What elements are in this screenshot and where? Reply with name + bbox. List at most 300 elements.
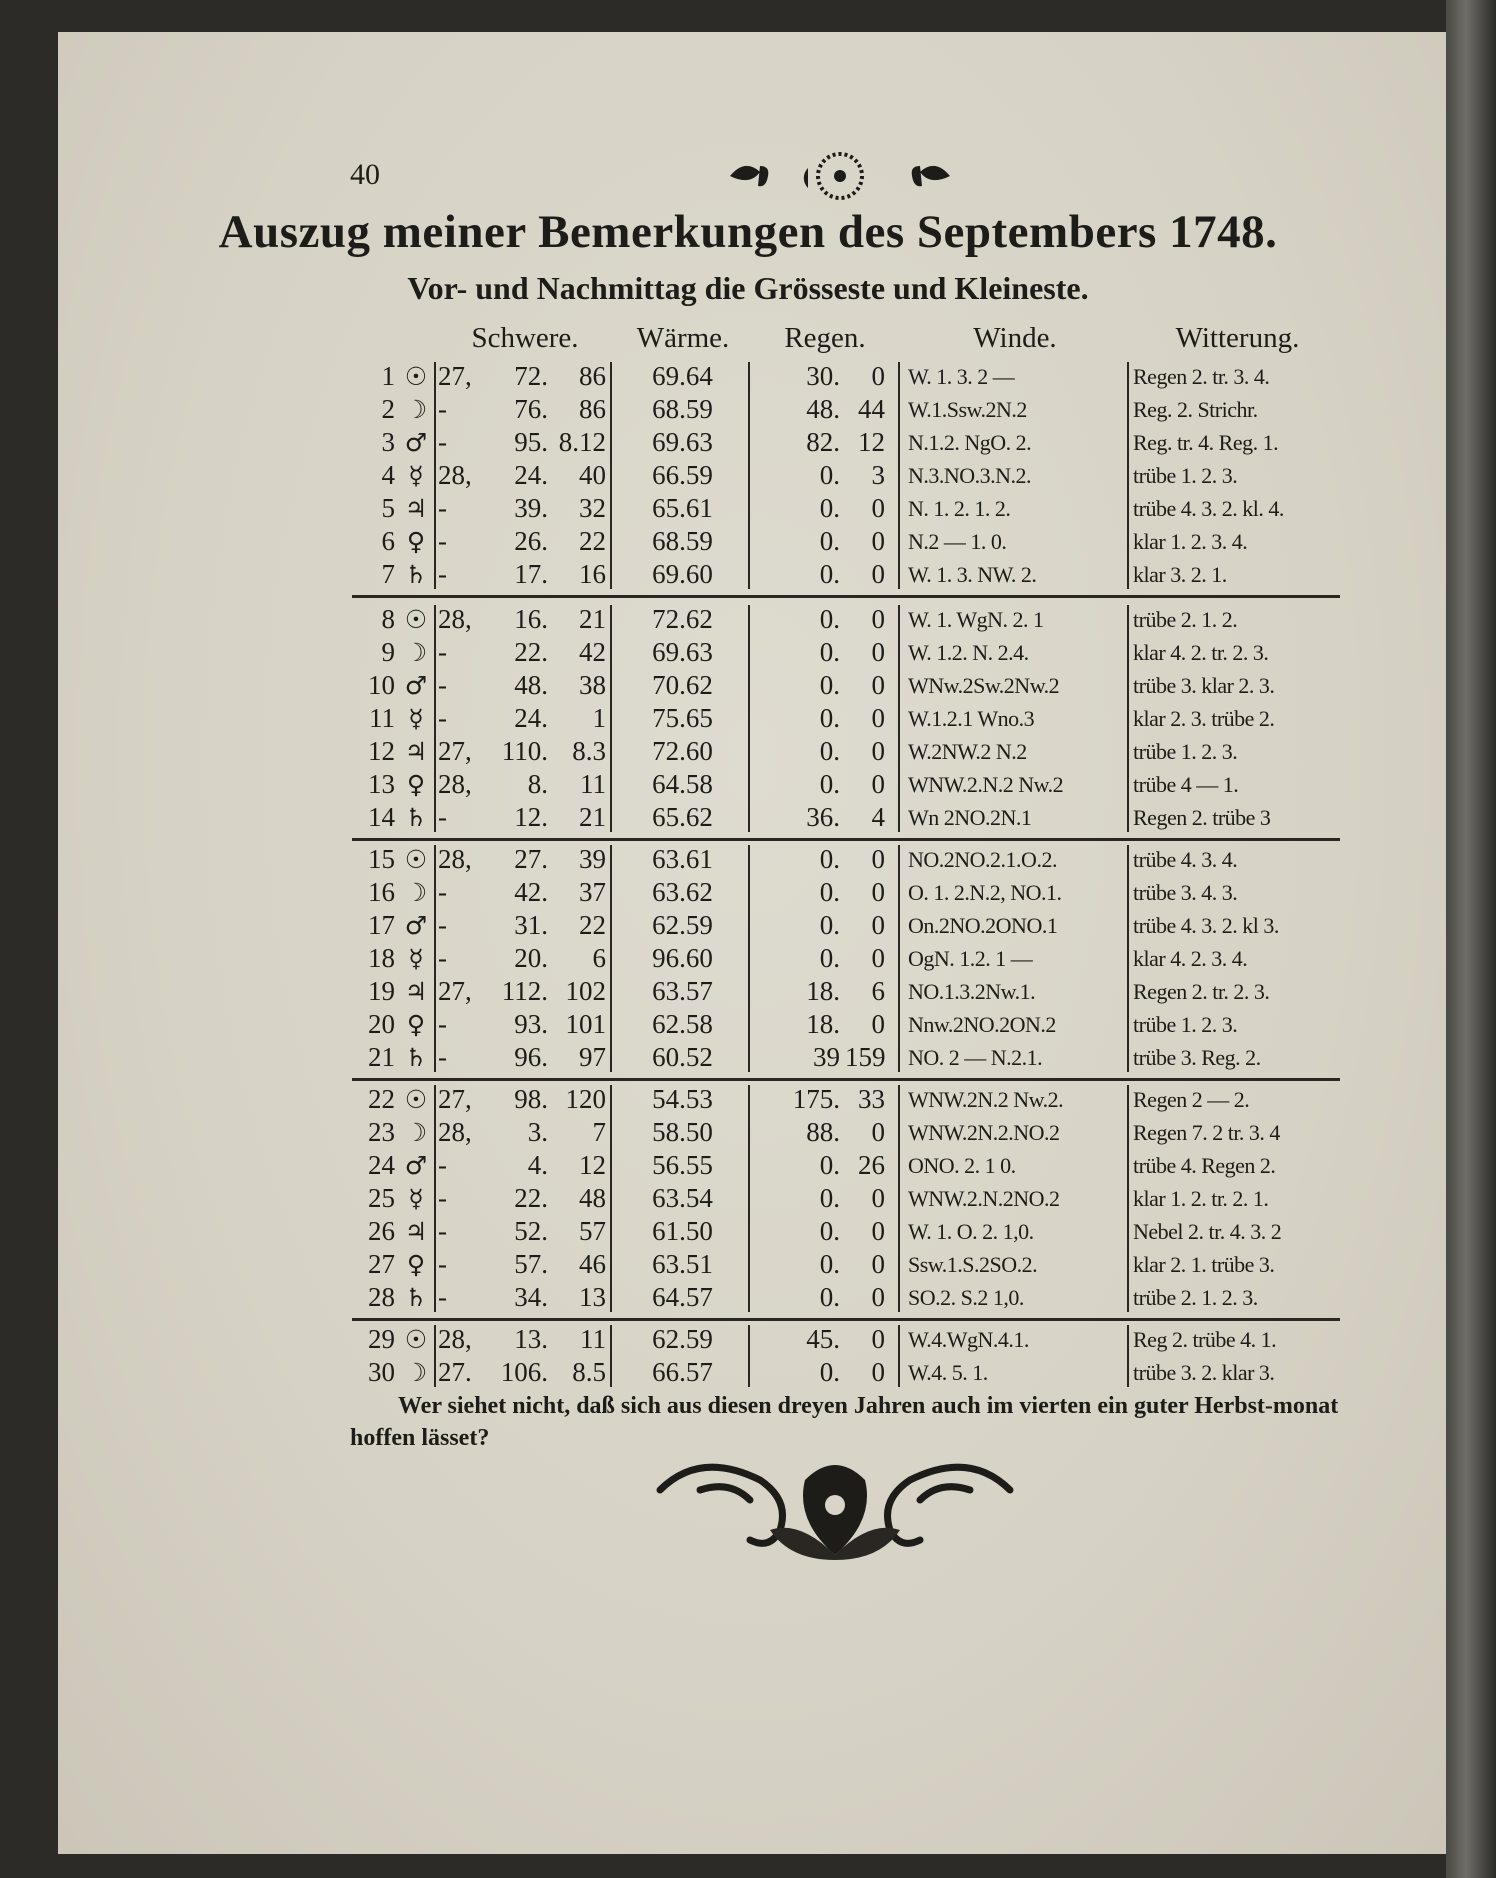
- rain-first-cell: 0.: [819, 877, 840, 907]
- pressure-lines-morning-cell: 95.: [514, 427, 548, 457]
- pressure-inches-cell: -: [438, 493, 447, 523]
- weekday-symbol-cell: ♄: [404, 1283, 428, 1312]
- rain-first-cell: 48.: [806, 394, 840, 424]
- temperature-cell: 63.61: [652, 844, 713, 874]
- column-divider: [434, 845, 436, 1072]
- pressure-lines-afternoon-cell: 12: [579, 1150, 606, 1180]
- pressure-lines-morning-cell: 24.: [514, 703, 548, 733]
- column-divider: [434, 605, 436, 832]
- pressure-lines-morning-cell: 76.: [514, 394, 548, 424]
- temperature-cell: 56.55: [652, 1150, 713, 1180]
- rain-first-cell: 0.: [819, 910, 840, 940]
- rain-second-cell: 33: [858, 1084, 885, 1114]
- group-divider: [352, 595, 1340, 598]
- pressure-lines-morning-cell: 22.: [514, 637, 548, 667]
- temperature-cell: 68.59: [652, 526, 713, 556]
- day-number-cell: 8: [381, 604, 395, 634]
- rain-second-cell: 0: [871, 844, 885, 874]
- rain-first-cell: 0.: [819, 769, 840, 799]
- pressure-inches-cell: -: [438, 1150, 447, 1180]
- pressure-lines-afternoon-cell: 42: [579, 637, 606, 667]
- rain-second-cell: 4: [871, 802, 885, 832]
- pressure-inches-cell: -: [438, 427, 447, 457]
- pressure-inches-cell: -: [438, 1216, 447, 1246]
- pressure-inches-cell: -: [438, 637, 447, 667]
- day-number-cell: 7: [381, 559, 395, 589]
- wind-cell: W.4. 5. 1.: [908, 1360, 988, 1385]
- rain-second-cell: 0: [871, 361, 885, 391]
- temperature-cell: 66.57: [652, 1357, 713, 1387]
- column-divider: [748, 1325, 750, 1387]
- rain-first-cell: 0.: [819, 1357, 840, 1387]
- rain-second-cell: 0: [871, 769, 885, 799]
- pressure-lines-morning-cell: 93.: [514, 1009, 548, 1039]
- wind-cell: NO.2NO.2.1.O.2.: [908, 847, 1057, 872]
- temperature-cell: 65.62: [652, 802, 713, 832]
- rain-second-cell: 0: [871, 637, 885, 667]
- pressure-lines-afternoon-cell: 101: [565, 1009, 606, 1039]
- pressure-lines-afternoon-cell: 97: [579, 1042, 606, 1072]
- weather-cell: trübe 2. 1. 2. 3.: [1133, 1285, 1258, 1310]
- pressure-lines-afternoon-cell: 57: [579, 1216, 606, 1246]
- rain-first-cell: 0.: [819, 703, 840, 733]
- temperature-cell: 58.50: [652, 1117, 713, 1147]
- weather-cell: klar 4. 2. 3. 4.: [1133, 946, 1248, 971]
- weather-cell: Reg 2. trübe 4. 1.: [1133, 1327, 1277, 1352]
- day-number-cell: 20: [368, 1009, 395, 1039]
- pressure-lines-morning-cell: 22.: [514, 1183, 548, 1213]
- pressure-inches-cell: 27,: [438, 736, 472, 766]
- weekday-symbol-cell: ♃: [404, 737, 428, 766]
- day-number-cell: 23: [368, 1117, 395, 1147]
- pressure-inches-cell: 28,: [438, 1324, 472, 1354]
- day-number-cell: 18: [368, 943, 395, 973]
- weather-cell: Regen 2 — 2.: [1133, 1087, 1250, 1112]
- pressure-lines-afternoon-cell: 7: [592, 1117, 606, 1147]
- weekday-symbol-cell: ♃: [404, 494, 428, 523]
- page-number: 40: [350, 158, 380, 191]
- wind-cell: W. 1. WgN. 2. 1: [908, 607, 1044, 632]
- group-divider: [352, 1078, 1340, 1081]
- rain-first-cell: 0.: [819, 844, 840, 874]
- pressure-inches-cell: 28,: [438, 604, 472, 634]
- pressure-inches-cell: -: [438, 1282, 447, 1312]
- pressure-lines-morning-cell: 13.: [514, 1324, 548, 1354]
- weather-cell: Regen 2. tr. 3. 4.: [1133, 364, 1270, 389]
- weather-cell: Regen 2. tr. 2. 3.: [1133, 979, 1270, 1004]
- temperature-cell: 54.53: [652, 1084, 713, 1114]
- pressure-lines-morning-cell: 39.: [514, 493, 548, 523]
- wind-cell: W.1.Ssw.2N.2: [908, 397, 1027, 422]
- pressure-inches-cell: 27,: [438, 361, 472, 391]
- pressure-lines-afternoon-cell: 11: [580, 1324, 606, 1354]
- rain-second-cell: 26: [858, 1150, 885, 1180]
- rain-second-cell: 159: [845, 1042, 886, 1072]
- rain-first-cell: 82.: [806, 427, 840, 457]
- day-number-cell: 26: [368, 1216, 395, 1246]
- rain-second-cell: 0: [871, 604, 885, 634]
- weather-cell: trübe 4. 3. 4.: [1133, 847, 1238, 872]
- weather-cell: trübe 2. 1. 2.: [1133, 607, 1238, 632]
- temperature-cell: 68.59: [652, 394, 713, 424]
- pressure-lines-morning-cell: 34.: [514, 1282, 548, 1312]
- wind-cell: ONO. 2. 1 0.: [908, 1153, 1016, 1178]
- weekday-symbol-cell: ☉: [404, 1325, 428, 1354]
- wind-cell: N.1.2. NgO. 2.: [908, 430, 1032, 455]
- day-number-cell: 6: [381, 526, 395, 556]
- header-witterung: Witterung.: [1175, 322, 1300, 354]
- pressure-lines-afternoon-cell: 38: [579, 670, 606, 700]
- weekday-symbol-cell: ♂: [404, 911, 428, 940]
- pressure-lines-afternoon-cell: 13: [579, 1282, 606, 1312]
- pressure-inches-cell: 27.: [438, 1357, 472, 1387]
- rain-second-cell: 0: [871, 493, 885, 523]
- pressure-inches-cell: -: [438, 559, 447, 589]
- pressure-lines-afternoon-cell: 16: [579, 559, 606, 589]
- wind-cell: W.2NW.2 N.2: [908, 739, 1027, 764]
- day-number-cell: 2: [381, 394, 395, 424]
- wind-cell: WNW.2N.2 Nw.2.: [908, 1087, 1064, 1112]
- day-number-cell: 1: [381, 361, 395, 391]
- rain-first-cell: 30.: [806, 361, 840, 391]
- weather-cell: klar 2. 1. trübe 3.: [1133, 1252, 1275, 1277]
- header-winde: Winde.: [973, 322, 1057, 354]
- pressure-lines-afternoon-cell: 22: [579, 910, 606, 940]
- pressure-lines-afternoon-cell: 1: [592, 703, 606, 733]
- weekday-symbol-cell: ☽: [404, 638, 428, 667]
- day-number-cell: 15: [368, 844, 395, 874]
- pressure-inches-cell: 28,: [438, 460, 472, 490]
- pressure-lines-afternoon-cell: 21: [579, 802, 606, 832]
- wind-cell: WNw.2Sw.2Nw.2: [908, 673, 1060, 698]
- weather-cell: trübe 3. 4. 3.: [1133, 880, 1238, 905]
- weekday-symbol-cell: ☿: [408, 1184, 424, 1213]
- column-divider: [748, 845, 750, 1072]
- temperature-cell: 72.60: [652, 736, 713, 766]
- temperature-cell: 60.52: [652, 1042, 713, 1072]
- weather-cell: trübe 1. 2. 3.: [1133, 1012, 1238, 1037]
- footer-note: Wer siehet nicht, daß sich aus diesen dreyen Jahren auch im vierten ein guter Herbst-monat hoffen lässet?: [350, 1393, 1339, 1451]
- rain-second-cell: 0: [871, 877, 885, 907]
- wind-cell: WNW.2.N.2 Nw.2: [908, 772, 1064, 797]
- page-subtitle: Vor- und Nachmittag die Grösseste und Kleineste.: [407, 270, 1089, 306]
- temperature-cell: 62.59: [652, 1324, 713, 1354]
- column-divider: [434, 362, 436, 589]
- temperature-cell: 72.62: [652, 604, 713, 634]
- rain-first-cell: 175.: [792, 1084, 840, 1114]
- pressure-lines-morning-cell: 31.: [514, 910, 548, 940]
- pressure-lines-morning-cell: 96.: [514, 1042, 548, 1072]
- temperature-cell: 66.59: [652, 460, 713, 490]
- day-number-cell: 22: [368, 1084, 395, 1114]
- pressure-inches-cell: -: [438, 1183, 447, 1213]
- pressure-lines-morning-cell: 72.: [514, 361, 548, 391]
- column-divider: [1127, 605, 1129, 832]
- weather-cell: klar 1. 2. tr. 2. 1.: [1133, 1186, 1269, 1211]
- rain-second-cell: 3: [871, 460, 885, 490]
- weekday-symbol-cell: ♂: [404, 671, 428, 700]
- wind-cell: OgN. 1.2. 1 —: [908, 946, 1033, 971]
- wind-cell: N.3.NO.3.N.2.: [908, 463, 1032, 488]
- temperature-cell: 75.65: [652, 703, 713, 733]
- temperature-cell: 69.63: [652, 427, 713, 457]
- temperature-cell: 62.59: [652, 910, 713, 940]
- pressure-inches-cell: 27,: [438, 1084, 472, 1114]
- rain-second-cell: 0: [871, 1357, 885, 1387]
- pressure-lines-afternoon-cell: 46: [579, 1249, 606, 1279]
- pressure-lines-afternoon-cell: 11: [580, 769, 606, 799]
- column-divider: [748, 1085, 750, 1312]
- temperature-cell: 63.51: [652, 1249, 713, 1279]
- column-divider: [610, 605, 612, 832]
- weekday-symbol-cell: ♀: [406, 1010, 426, 1039]
- rain-second-cell: 0: [871, 1117, 885, 1147]
- weather-cell: Nebel 2. tr. 4. 3. 2: [1133, 1219, 1282, 1244]
- column-divider: [898, 1325, 900, 1387]
- rain-first-cell: 0.: [819, 604, 840, 634]
- column-divider: [610, 1085, 612, 1312]
- rain-second-cell: 0: [871, 1216, 885, 1246]
- rain-second-cell: 44: [858, 394, 885, 424]
- day-number-cell: 19: [368, 976, 395, 1006]
- rain-first-cell: 0.: [819, 493, 840, 523]
- wind-cell: O. 1. 2.N.2, NO.1.: [908, 880, 1062, 905]
- pressure-inches-cell: -: [438, 1009, 447, 1039]
- pressure-lines-afternoon-cell: 21: [579, 604, 606, 634]
- pressure-lines-afternoon-cell: 39: [579, 844, 606, 874]
- rain-first-cell: 0.: [819, 637, 840, 667]
- weekday-symbol-cell: ♃: [404, 1217, 428, 1246]
- rain-first-cell: 39: [813, 1042, 840, 1072]
- rain-first-cell: 0.: [819, 943, 840, 973]
- header-waerme: Wärme.: [636, 322, 730, 354]
- weather-cell: trübe 4. 3. 2. kl. 4.: [1133, 496, 1284, 521]
- pressure-inches-cell: 28,: [438, 844, 472, 874]
- day-number-cell: 13: [368, 769, 395, 799]
- pressure-lines-afternoon-cell: 86: [579, 394, 606, 424]
- tailpiece-ornament-icon: [640, 1450, 1030, 1560]
- day-number-cell: 16: [368, 877, 395, 907]
- weekday-symbol-cell: ☿: [408, 944, 424, 973]
- temperature-cell: 70.62: [652, 670, 713, 700]
- rain-second-cell: 12: [858, 427, 885, 457]
- header-ornament-icon: [720, 148, 960, 204]
- pressure-inches-cell: -: [438, 1249, 447, 1279]
- day-number-cell: 30: [368, 1357, 395, 1387]
- pressure-inches-cell: 28,: [438, 1117, 472, 1147]
- day-number-cell: 12: [368, 736, 395, 766]
- day-number-cell: 4: [381, 460, 395, 490]
- page-title: Auszug meiner Bemerkungen des Septembers 1748.: [218, 206, 1278, 258]
- weather-cell: Reg. tr. 4. Reg. 1.: [1133, 430, 1279, 455]
- column-divider: [1127, 1325, 1129, 1387]
- pressure-inches-cell: -: [438, 670, 447, 700]
- wind-cell: N. 1. 2. 1. 2.: [908, 496, 1011, 521]
- weekday-symbol-cell: ♄: [404, 803, 428, 832]
- temperature-cell: 65.61: [652, 493, 713, 523]
- weekday-symbol-cell: ♀: [406, 1250, 426, 1279]
- column-divider: [898, 362, 900, 589]
- day-number-cell: 9: [381, 637, 395, 667]
- weekday-symbol-cell: ☉: [404, 1085, 428, 1114]
- pressure-lines-morning-cell: 12.: [514, 802, 548, 832]
- rain-second-cell: 0: [871, 1324, 885, 1354]
- pressure-lines-afternoon-cell: 6: [592, 943, 606, 973]
- weather-cell: klar 2. 3. trübe 2.: [1133, 706, 1275, 731]
- pressure-lines-morning-cell: 42.: [514, 877, 548, 907]
- pressure-lines-morning-cell: 4.: [527, 1150, 548, 1180]
- rain-second-cell: 0: [871, 1282, 885, 1312]
- column-divider: [1127, 845, 1129, 1072]
- weather-cell: trübe 3. klar 2. 3.: [1133, 673, 1275, 698]
- day-number-cell: 27: [368, 1249, 395, 1279]
- rain-second-cell: 0: [871, 703, 885, 733]
- column-divider: [748, 362, 750, 589]
- group-divider: [352, 838, 1340, 841]
- pressure-lines-morning-cell: 24.: [514, 460, 548, 490]
- weekday-symbol-cell: ☉: [404, 605, 428, 634]
- rain-first-cell: 36.: [806, 802, 840, 832]
- header-schwere: Schwere.: [471, 322, 579, 354]
- rain-second-cell: 6: [871, 976, 885, 1006]
- rain-second-cell: 0: [871, 736, 885, 766]
- day-number-cell: 10: [368, 670, 395, 700]
- weather-cell: Regen 2. trübe 3: [1133, 805, 1271, 830]
- weekday-symbol-cell: ♀: [406, 527, 426, 556]
- weather-cell: trübe 1. 2. 3.: [1133, 739, 1238, 764]
- pressure-inches-cell: -: [438, 526, 447, 556]
- pressure-lines-afternoon-cell: 102: [565, 976, 606, 1006]
- pressure-lines-afternoon-cell: 8.12: [558, 427, 606, 457]
- pressure-lines-morning-cell: 20.: [514, 943, 548, 973]
- rain-first-cell: 18.: [806, 976, 840, 1006]
- pressure-lines-morning-cell: 106.: [500, 1357, 548, 1387]
- weather-cell: trübe 1. 2. 3.: [1133, 463, 1238, 488]
- weather-cell: trübe 3. 2. klar 3.: [1133, 1360, 1275, 1385]
- pressure-lines-afternoon-cell: 8.5: [572, 1357, 606, 1387]
- column-divider: [898, 605, 900, 832]
- weather-cell: Reg. 2. Strichr.: [1133, 397, 1258, 422]
- rain-first-cell: 0.: [819, 1183, 840, 1213]
- rain-first-cell: 0.: [819, 1249, 840, 1279]
- rain-first-cell: 0.: [819, 460, 840, 490]
- pressure-inches-cell: -: [438, 394, 447, 424]
- wind-cell: N.2 — 1. 0.: [908, 529, 1007, 554]
- wind-cell: W.1.2.1 Wno.3: [908, 706, 1035, 731]
- day-number-cell: 28: [368, 1282, 395, 1312]
- column-divider: [898, 1085, 900, 1312]
- weekday-symbol-cell: ☿: [408, 704, 424, 733]
- day-number-cell: 21: [368, 1042, 395, 1072]
- temperature-cell: 62.58: [652, 1009, 713, 1039]
- weather-cell: Regen 7. 2 tr. 3. 4: [1133, 1120, 1280, 1145]
- weekday-symbol-cell: ♂: [404, 428, 428, 457]
- column-divider: [434, 1325, 436, 1387]
- weekday-symbol-cell: ♃: [404, 977, 428, 1006]
- pressure-lines-afternoon-cell: 32: [579, 493, 606, 523]
- wind-cell: Wn 2NO.2N.1: [908, 805, 1032, 830]
- wind-cell: NO.1.3.2Nw.1.: [908, 979, 1036, 1004]
- pressure-lines-morning-cell: 26.: [514, 526, 548, 556]
- pressure-lines-morning-cell: 16.: [514, 604, 548, 634]
- pressure-lines-morning-cell: 57.: [514, 1249, 548, 1279]
- temperature-cell: 63.62: [652, 877, 713, 907]
- pressure-lines-afternoon-cell: 120: [565, 1084, 606, 1114]
- day-number-cell: 11: [369, 703, 395, 733]
- pressure-lines-morning-cell: 112.: [501, 976, 548, 1006]
- rain-first-cell: 18.: [806, 1009, 840, 1039]
- day-number-cell: 5: [381, 493, 395, 523]
- pressure-inches-cell: -: [438, 943, 447, 973]
- rain-first-cell: 88.: [806, 1117, 840, 1147]
- wind-cell: WNW.2N.2.NO.2: [908, 1120, 1060, 1145]
- pressure-lines-morning-cell: 110.: [501, 736, 548, 766]
- temperature-cell: 61.50: [652, 1216, 713, 1246]
- weekday-symbol-cell: ☽: [404, 878, 428, 907]
- weather-cell: trübe 4. 3. 2. kl 3.: [1133, 913, 1279, 938]
- rain-first-cell: 0.: [819, 1150, 840, 1180]
- weather-cell: trübe 3. Reg. 2.: [1133, 1045, 1261, 1070]
- temperature-cell: 69.63: [652, 637, 713, 667]
- rain-second-cell: 0: [871, 1249, 885, 1279]
- pressure-lines-afternoon-cell: 48: [579, 1183, 606, 1213]
- pressure-lines-afternoon-cell: 86: [579, 361, 606, 391]
- wind-cell: W. 1. 3. NW. 2.: [908, 562, 1037, 587]
- weekday-symbol-cell: ☽: [404, 1118, 428, 1147]
- weather-cell: klar 4. 2. tr. 2. 3.: [1133, 640, 1269, 665]
- pressure-lines-afternoon-cell: 40: [579, 460, 606, 490]
- day-number-cell: 14: [368, 802, 395, 832]
- rain-first-cell: 0.: [819, 526, 840, 556]
- column-divider: [434, 1085, 436, 1312]
- wind-cell: Nnw.2NO.2ON.2: [908, 1012, 1056, 1037]
- pressure-lines-afternoon-cell: 22: [579, 526, 606, 556]
- weather-cell: klar 3. 2. 1.: [1133, 562, 1227, 587]
- rain-second-cell: 0: [871, 670, 885, 700]
- rain-second-cell: 0: [871, 910, 885, 940]
- pressure-lines-morning-cell: 52.: [514, 1216, 548, 1246]
- weekday-symbol-cell: ☽: [404, 395, 428, 424]
- weekday-symbol-cell: ☉: [404, 362, 428, 391]
- wind-cell: NO. 2 — N.2.1.: [908, 1045, 1043, 1070]
- temperature-cell: 63.54: [652, 1183, 713, 1213]
- weather-cell: klar 1. 2. 3. 4.: [1133, 529, 1248, 554]
- weekday-symbol-cell: ☽: [404, 1358, 428, 1387]
- column-divider: [748, 605, 750, 832]
- pressure-lines-morning-cell: 17.: [514, 559, 548, 589]
- column-divider: [610, 1325, 612, 1387]
- temperature-cell: 69.60: [652, 559, 713, 589]
- weekday-symbol-cell: ♄: [404, 1043, 428, 1072]
- group-divider: [352, 1318, 1340, 1321]
- column-divider: [1127, 362, 1129, 589]
- weather-cell: trübe 4. Regen 2.: [1133, 1153, 1276, 1178]
- temperature-cell: 96.60: [652, 943, 713, 973]
- rain-second-cell: 0: [871, 943, 885, 973]
- rain-first-cell: 0.: [819, 736, 840, 766]
- weekday-symbol-cell: ☿: [408, 461, 424, 490]
- wind-cell: SO.2. S.2 1,0.: [908, 1285, 1024, 1310]
- rain-second-cell: 0: [871, 1183, 885, 1213]
- day-number-cell: 3: [381, 427, 395, 457]
- wind-cell: WNW.2.N.2NO.2: [908, 1186, 1060, 1211]
- pressure-inches-cell: -: [438, 877, 447, 907]
- pressure-lines-morning-cell: 48.: [514, 670, 548, 700]
- pressure-inches-cell: 28,: [438, 769, 472, 799]
- header-regen: Regen.: [784, 322, 866, 354]
- rain-first-cell: 0.: [819, 1216, 840, 1246]
- weekday-symbol-cell: ☉: [404, 845, 428, 874]
